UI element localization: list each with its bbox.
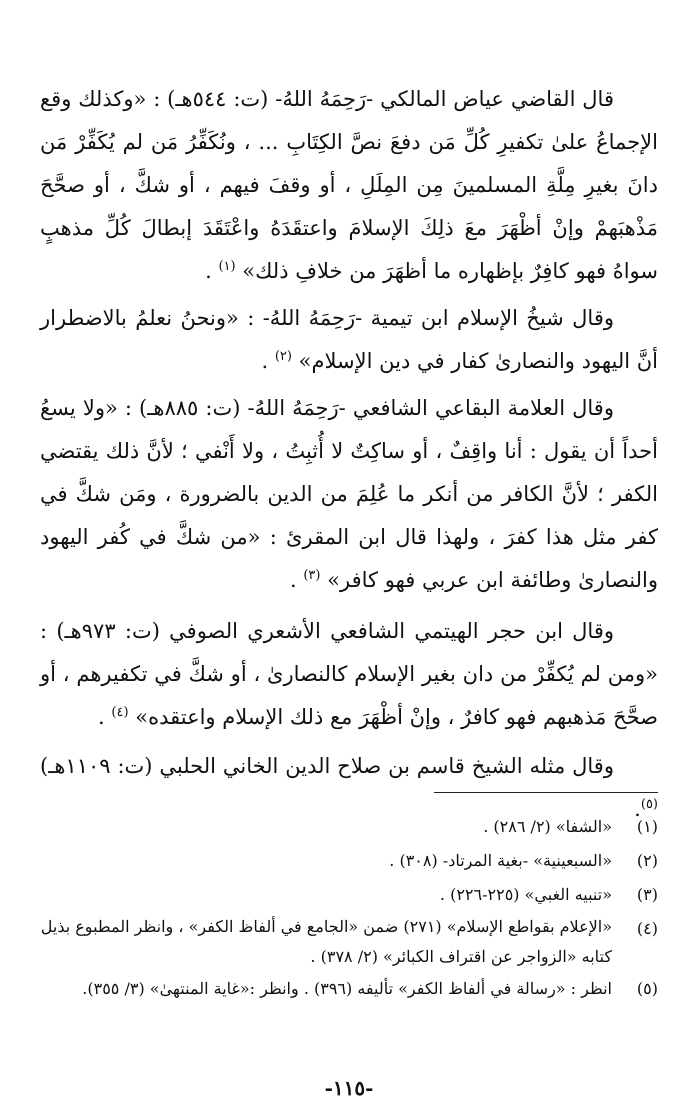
footnote-ref[interactable]: (١) bbox=[218, 259, 236, 274]
footnote-ref[interactable]: (٤) bbox=[111, 705, 129, 720]
footnote-number: (٢) bbox=[636, 851, 658, 870]
footnote-item bbox=[40, 878, 658, 912]
footnote-ref[interactable]: (٢) bbox=[274, 349, 292, 364]
footnotes bbox=[40, 810, 658, 1006]
paragraph-text: قال القاضي عياض المالكي -رَحِمَهُ اللهُ- (ت: ٥٤٤هـ) : «وكذلك وقع الإجماعُ علىٰ تكفيرِ كُلِّ مَن دفعَ نصَّ الكِتَابِ ... ، ونُكَفِّرُ مَن لم يُكَفِّرْ مَن دانَ بغيرِ مِلَّةِ المسلمينَ مِن المِلَلِ ، أو وقفَ فيهم ، أو شكَّ ، أو صحَّحَ مَذْهبَهمْ وإنْ أظْهَرَ معَ ذلِكَ الإسلامَ واعتقَدَهُ واعْتَقَدَ إبطالَ كُلِّ مذهبٍ سواهُ فهو كافِرٌ بإظهاره ما أظهَرَ من خلافِ ذلك» bbox=[40, 87, 658, 283]
footnote-text: «الإعلام بقواطع الإسلام» (٢٧١) ضمن «الجامع في ألفاظ الكفر» ، وانظر المطبوع بذيل كتابه «الزواجر عن اقتراف الكبائر» (٢/ ٣٧٨) . bbox=[40, 917, 612, 966]
footnote-item bbox=[40, 844, 658, 878]
footnote-text: «السبعينية» -بغية المرتاد- (٣٠٨) . bbox=[389, 851, 612, 870]
book-page bbox=[40, 78, 658, 1114]
paragraph-qadi-iyad: قال القاضي عياض المالكي -رَحِمَهُ اللهُ- (ت: ٥٤٤هـ) : «وكذلك وقع الإجماعُ علىٰ تكفيرِ كُلِّ مَن دفعَ نصَّ الكِتَابِ ... ، ونُكَفِّرُ مَن لم يُكَفِّرْ مَن دانَ بغيرِ مِلَّةِ المسلمينَ مِن المِلَلِ ، أو وقفَ فيهم ، أو شكَّ ، أو صحَّحَ مَذْهبَهمْ وإنْ أظْهَرَ معَ ذلِكَ الإسلامَ واعتقَدَهُ واعْتَقَدَ إبطالَ كُلِّ مذهبٍ سواهُ فهو كافِرٌ بإظهاره ما أظهَرَ من خلافِ ذلك» $^{(١)}$ . bbox=[40, 87, 658, 283]
paragraph-khani: وقال مثله الشيخ قاسم بن صلاح الدين الخاني الحلبي (ت: ١١٠٩هـ) $^{(٥)}$. bbox=[40, 754, 658, 821]
footnote-item bbox=[40, 972, 658, 1006]
paragraph-ibn-taymiyya: وقال شيخُ الإسلام ابن تيمية -رَحِمَهُ اللهُ- : «ونحنُ نعلمُ بالاضطرار أنَّ اليهود والنصارىٰ كفار في دين الإسلام» $^{(٢)}$ . bbox=[40, 306, 658, 373]
footnote-ref[interactable]: (٥) bbox=[640, 797, 658, 812]
paragraph-text: وقال شيخُ الإسلام ابن تيمية -رَحِمَهُ اللهُ- : «ونحنُ نعلمُ بالاضطرار أنَّ اليهود والنصارىٰ كفار في دين الإسلام» bbox=[40, 306, 658, 373]
paragraph-haytami: وقال ابن حجر الهيتمي الشافعي الأشعري الصوفي (ت: ٩٧٣هـ) : «ومن لم يُكفِّرْ من دان بغير الإسلام كالنصارىٰ ، أو شكَّ في تكفيرهم ، أو صحَّحَ مَذهبهم فهو كافرٌ ، وإنْ أظْهَرَ مع ذلك الإسلام واعتقده» $^{(٤)}$ . bbox=[40, 619, 658, 729]
paragraph-text: وقال ابن حجر الهيتمي الشافعي الأشعري الصوفي (ت: ٩٧٣هـ) : «ومن لم يُكفِّرْ من دان بغير الإسلام كالنصارىٰ ، أو شكَّ في تكفيرهم ، أو صحَّحَ مَذهبهم فهو كافرٌ ، وإنْ أظْهَرَ مع ذلك الإسلام واعتقده» bbox=[40, 619, 658, 729]
footnote-text: «تنبيه الغبي» (٢٢٥-٢٢٦) . bbox=[439, 885, 612, 904]
footnote-divider bbox=[434, 792, 658, 793]
footnote-text: «الشفا» (٢/ ٢٨٦) . bbox=[483, 817, 612, 836]
footnote-text: انظر : «رسالة في ألفاظ الكفر» تأليفه (٣٩٦) . وانظر :«غاية المنتهىٰ» (٣/ ٣٥٥). bbox=[82, 979, 612, 998]
footnote-number: (٤) bbox=[636, 919, 658, 938]
footnote-number: (٥) bbox=[636, 979, 658, 998]
footnote-number: (١) bbox=[636, 817, 658, 836]
footnote-ref[interactable]: (٣) bbox=[303, 568, 321, 583]
footnote-number: (٣) bbox=[636, 885, 658, 904]
page-number: -١١٥- bbox=[324, 1076, 374, 1100]
footnote-item bbox=[40, 912, 658, 972]
footnote-item bbox=[40, 810, 658, 844]
paragraph-text: وقال مثله الشيخ قاسم بن صلاح الدين الخاني الحلبي (ت: ١١٠٩هـ) bbox=[40, 754, 614, 778]
paragraph-text: وقال العلامة البقاعي الشافعي -رَحِمَهُ اللهُ- (ت: ٨٨٥هـ) : «ولا يسعُ أحداً أن يقول : أنا واقِفٌ ، أو ساكِتٌ لا أُثبِتُ ، ولا أَنْفي ؛ لأنَّ ذلك يقتضي الكفر ؛ لأنَّ الكافر من أنكر ما عُلِمَ من الدين بالضرورة ، ومَن شكَّ في كفر مثل هذا كفرَ ، ولهذا قال ابن المقرئ : «من شكَّ في كُفر اليهود والنصارىٰ وطائفة ابن عربي فهو كافر» bbox=[40, 396, 658, 592]
paragraph-biqai: وقال العلامة البقاعي الشافعي -رَحِمَهُ اللهُ- (ت: ٨٨٥هـ) : «ولا يسعُ أحداً أن يقول : أنا واقِفٌ ، أو ساكِتٌ لا أُثبِتُ ، ولا أَنْفي ؛ لأنَّ ذلك يقتضي الكفر ؛ لأنَّ الكافر من أنكر ما عُلِمَ من الدين بالضرورة ، ومَن شكَّ في كفر مثل هذا كفرَ ، ولهذا قال ابن المقرئ : «من شكَّ في كُفر اليهود والنصارىٰ وطائفة ابن عربي فهو كافر» $^{(٣)}$ . bbox=[40, 396, 658, 592]
